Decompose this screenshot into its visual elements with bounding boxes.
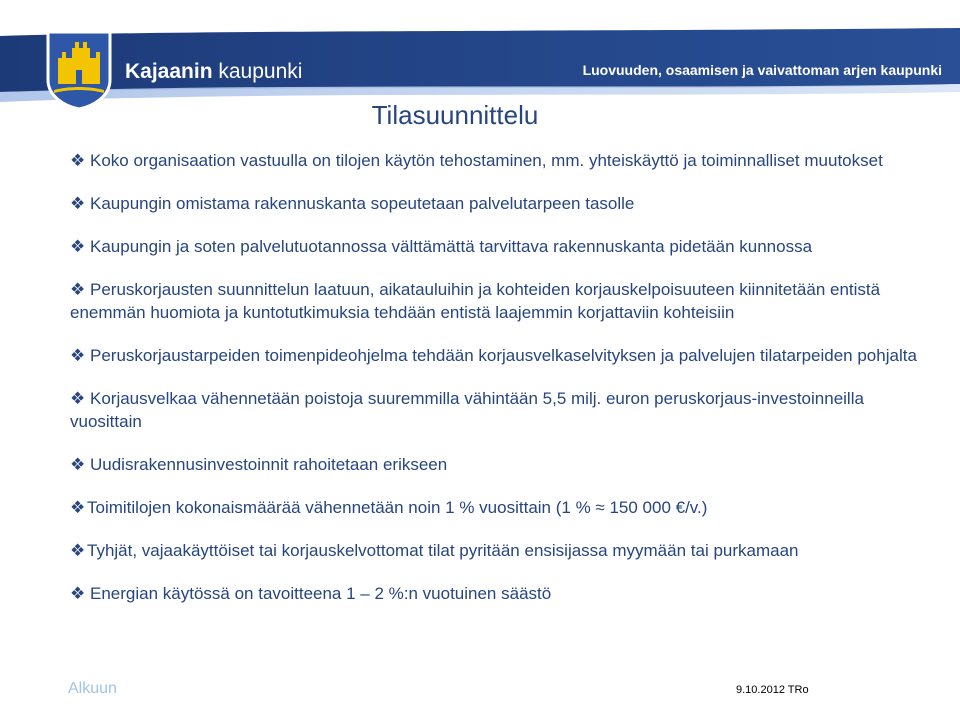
- diamond-bullet-icon: ❖: [70, 280, 86, 299]
- diamond-bullet-icon: ❖: [70, 584, 86, 603]
- list-item: ❖ Peruskorjausten suunnittelun laatuun, aikatauluihin ja kohteiden korjauskelpoisuuteen kiinnitetään entistä enemmän huomiota ja kuntotutkimuksia tehdään entistä laajemmin korjattaviin kohteisiin: [70, 280, 881, 322]
- diamond-bullet-icon: ❖: [70, 194, 86, 213]
- header-slogan: Luovuuden, osaamisen ja vaivattoman arjen kaupunki: [582, 62, 942, 78]
- diamond-bullet-icon: ❖: [70, 151, 86, 170]
- footer-date: 9.10.2012 TRo: [736, 684, 809, 696]
- diamond-bullet-icon: ❖: [70, 498, 86, 517]
- diamond-bullet-icon: ❖: [70, 346, 86, 365]
- diamond-bullet-icon: ❖: [70, 455, 86, 474]
- brand-name: Kajaanin kaupunki: [125, 60, 303, 83]
- page-title: Tilasuunnittelu: [371, 100, 539, 130]
- list-item: ❖ Toimitilojen kokonaismäärää vähennetään noin 1 % vuosittain (1 % ≈ 150 000 €/v.): [70, 498, 708, 517]
- list-item: ❖ Peruskorjaustarpeiden toimenpideohjelma tehdään korjausvelkaselvityksen ja palvelujen tilatarpeiden pohjalta: [70, 346, 917, 365]
- list-item: ❖ Energian käytössä on tavoitteena 1 – 2 %:n vuotuinen säästö: [70, 584, 552, 603]
- diamond-bullet-icon: ❖: [70, 541, 86, 560]
- bullet-list: [70, 145, 920, 605]
- list-item: ❖ Tyhjät, vajaakäyttöiset tai korjauskelvottomat tilat pyritään ensisijassa myymään tai purkamaan: [70, 541, 799, 560]
- diamond-bullet-icon: ❖: [70, 237, 86, 256]
- back-to-top-link[interactable]: Alkuun: [68, 680, 117, 697]
- list-item: ❖ Korjausvelkaa vähennetään poistoja suuremmilla vähintään 5,5 milj. euron peruskorjaus-investoinneilla vuosittain: [70, 389, 864, 431]
- list-item: ❖ Kaupungin ja soten palvelutuotannossa välttämättä tarvittava rakennuskanta pidetään kunnossa: [70, 237, 813, 256]
- kajaani-crest-icon: [44, 30, 114, 110]
- list-item: ❖ Kaupungin omistama rakennuskanta sopeutetaan palvelutarpeen tasolle: [70, 194, 635, 213]
- list-item: ❖ Koko organisaation vastuulla on tilojen käytön tehostaminen, mm. yhteiskäyttö ja toiminnalliset muutokset: [70, 151, 883, 170]
- diamond-bullet-icon: ❖: [70, 389, 86, 408]
- list-item: ❖ Uudisrakennusinvestoinnit rahoitetaan erikseen: [70, 455, 448, 474]
